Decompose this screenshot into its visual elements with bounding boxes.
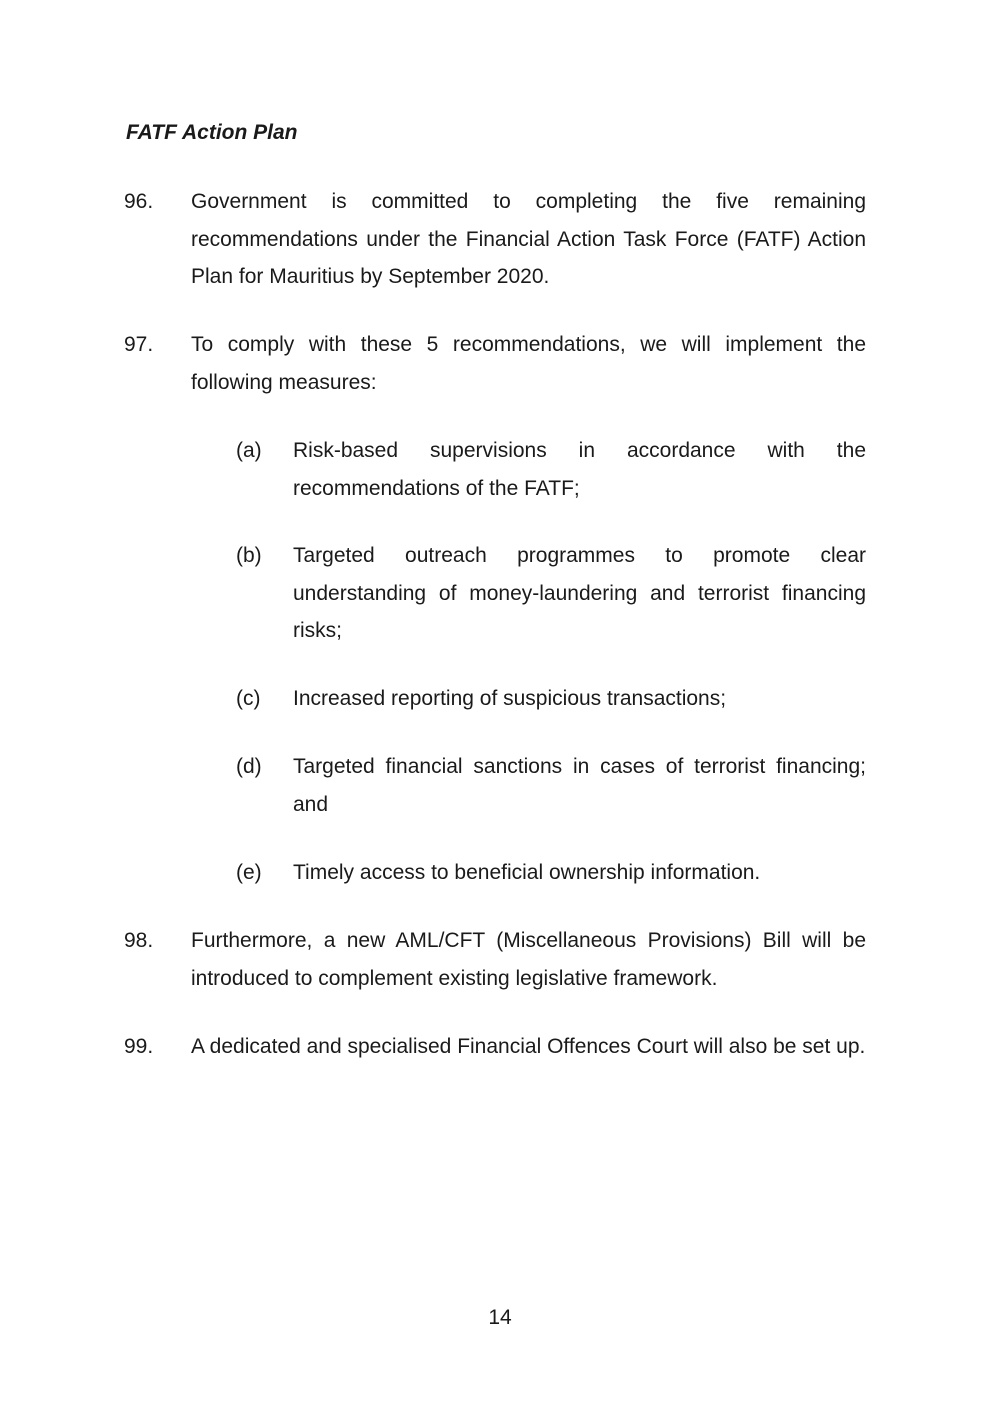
measure-label: (b) [236,544,262,567]
measure-text: Targeted financial sanctions in cases of terrorist financing; and [293,755,866,816]
paragraph-number: 96. [124,190,154,213]
measure-label: (c) [236,687,261,710]
measure-label: (e) [236,861,262,884]
measure-text: Increased reporting of suspicious transactions; [293,687,727,710]
page-number: 14 [488,1306,512,1329]
measure-label: (d) [236,755,262,778]
paragraph-text: Government is committed to completing the five remaining recommendations under the Financial Action Task Force (FATF) Action Plan for Mauritius by September 2020. [191,190,866,289]
paragraph-number: 99. [124,1035,154,1058]
measure-text: Risk-based supervisions in accordance with the recommendations of the FATF; [293,439,866,500]
paragraph-text: To comply with these 5 recommendations, we will implement the following measures: [191,333,866,394]
paragraph-number: 98. [124,929,154,952]
section-heading: FATF Action Plan [126,121,298,144]
measure-text: Targeted outreach programmes to promote clear understanding of money-laundering and terrorist financing risks; [293,544,866,643]
paragraph-text: A dedicated and specialised Financial Offences Court will also be set up. [191,1035,866,1058]
measure-text: Timely access to beneficial ownership information. [293,861,761,884]
paragraph-number: 97. [124,333,154,356]
measure-label: (a) [236,439,262,462]
paragraph-text: Furthermore, a new AML/CFT (Miscellaneous Provisions) Bill will be introduced to complement existing legislative framework. [191,929,866,990]
